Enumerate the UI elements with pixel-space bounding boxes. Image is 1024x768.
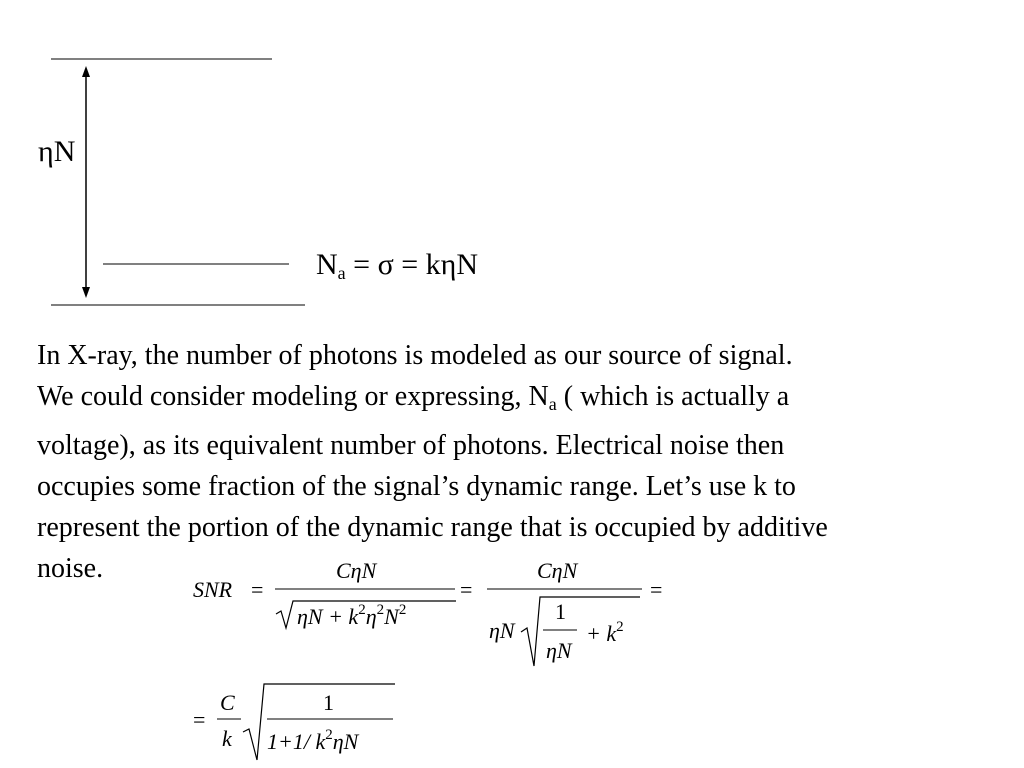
paragraph-line: occupies some fraction of the signal’s dynamic range. Let’s use k to bbox=[37, 471, 796, 502]
eta-n-label: ηN bbox=[38, 135, 76, 168]
exponent: 2 bbox=[616, 619, 624, 635]
sqrt-den-part: 1+1/ k bbox=[267, 729, 326, 754]
exponent: 2 bbox=[398, 602, 407, 618]
inner-denominator: ηN bbox=[546, 638, 572, 663]
na-subscript: a bbox=[337, 263, 346, 283]
radicand-part: η bbox=[365, 604, 377, 629]
plus-k: + k bbox=[586, 621, 617, 646]
final-sqrt-denominator bbox=[267, 728, 358, 753]
paragraph-line: represent the portion of the dynamic range that is occupied by additive bbox=[37, 512, 828, 543]
line-text: We could consider modeling or expressing, N bbox=[37, 381, 549, 412]
exponent: 2 bbox=[376, 602, 385, 618]
denominator-2-prefix: ηN bbox=[489, 618, 515, 643]
inner-numerator: 1 bbox=[555, 599, 566, 624]
final-numerator: C bbox=[220, 690, 235, 715]
numerator-1: CηN bbox=[336, 558, 377, 583]
na-symbol: N bbox=[316, 248, 338, 281]
denominator-1 bbox=[297, 603, 406, 628]
sqrt-den-part: ηN bbox=[332, 729, 359, 754]
final-denominator: k bbox=[222, 726, 232, 751]
numerator-2: CηN bbox=[537, 558, 578, 583]
snr-symbol: SNR bbox=[193, 577, 233, 602]
equals-sign-4: = bbox=[193, 707, 206, 732]
exponent: 2 bbox=[358, 602, 366, 618]
radicand-part: N bbox=[384, 604, 399, 629]
na-rest: = σ = kηN bbox=[345, 248, 479, 281]
equals-sign-2: = bbox=[460, 577, 473, 602]
equals-sign-3: = bbox=[650, 577, 663, 602]
radicand-part: ηN + k bbox=[297, 604, 359, 629]
line-text: ( which is actually a bbox=[556, 381, 790, 412]
paragraph-line: voltage), as its equivalent number of photons. Electrical noise then bbox=[37, 430, 785, 461]
final-sqrt-numerator: 1 bbox=[323, 690, 334, 715]
exponent: 2 bbox=[325, 727, 333, 743]
equals-sign-1: = bbox=[251, 577, 264, 602]
plus-k-squared bbox=[586, 620, 624, 645]
paragraph-line: In X-ray, the number of photons is modeled as our source of signal. bbox=[37, 340, 793, 371]
na-subscript: a bbox=[548, 394, 557, 414]
paragraph-line: noise. bbox=[37, 553, 104, 584]
